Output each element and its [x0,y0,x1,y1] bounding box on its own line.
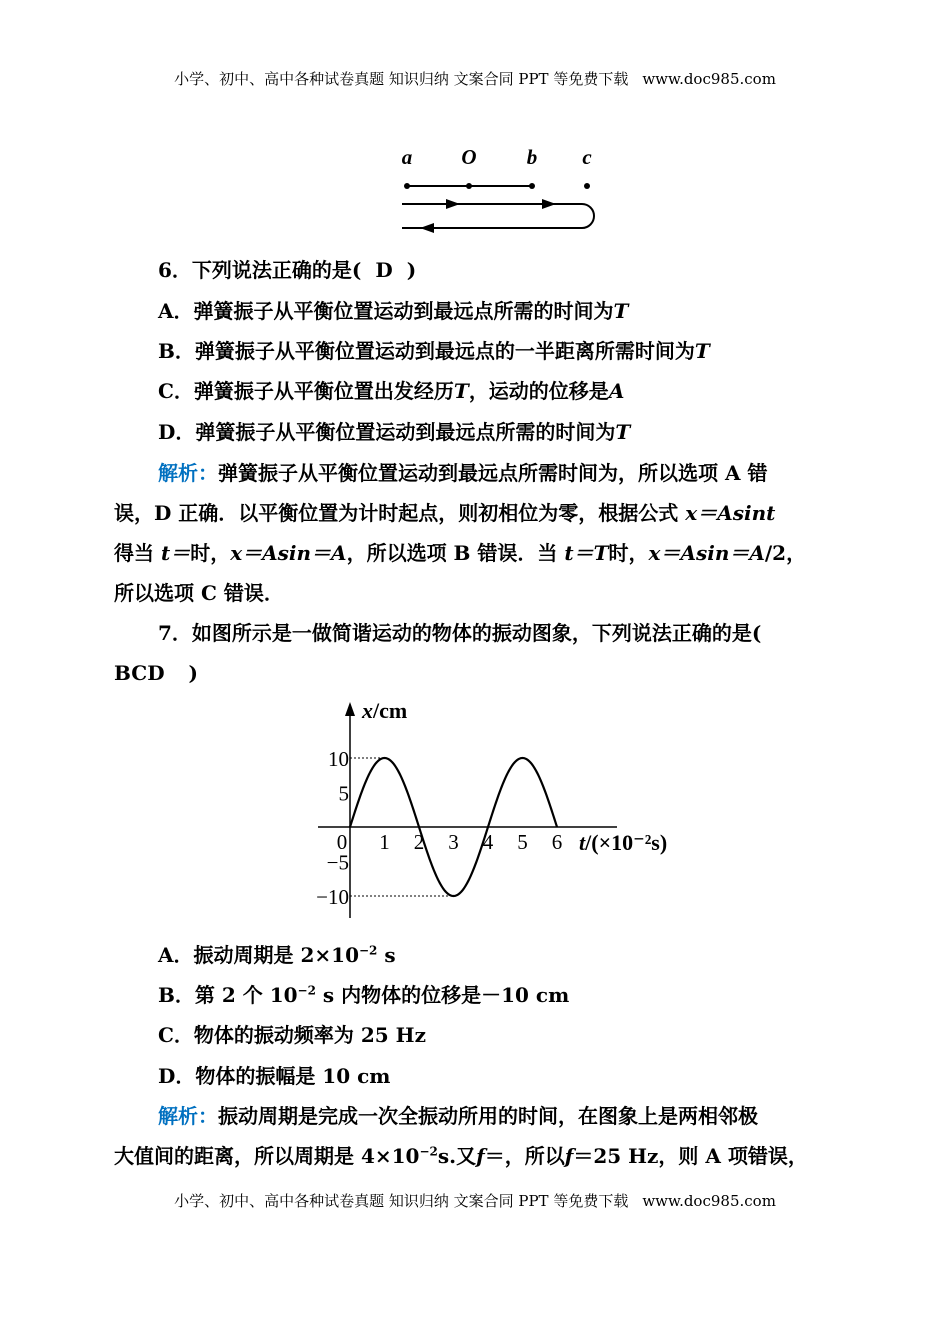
arrow-left [420,223,434,233]
q7-option-b: B．第 2 个 $10^{-2}$ s 内物体的位移是－10 cm [158,983,570,1007]
q7-option-c: C．物体的振动频率为 25 Hz [158,1023,426,1047]
q7-analysis-line-1: 解析：振动周期是完成一次全振动所用的时间，在图象上是两相邻极 [158,1104,758,1128]
page-header-url[interactable]: www.doc985.com [642,70,776,88]
q6-analysis-line-4: 所以选项 C 错误． [114,581,284,605]
y-axis-label: x/cm [362,698,408,723]
page-header [0,68,950,89]
label-O: O [461,145,477,169]
label-a: a [401,145,413,169]
q6-analysis-line-3: 得当 t＝时，x＝Asin＝A，所以选项 B 错误．当 t＝T时，x＝Asin＝A/2， [114,541,807,565]
x-tick-label: 6 [551,830,563,854]
q6-analysis-line-1: 解析：弹簧振子从平衡位置运动到最远点所需时间为，所以选项 A 错 [158,461,768,485]
page-footer-url[interactable]: www.doc985.com [642,1192,776,1210]
y-tick-label: −5 [326,850,349,875]
label-c: c [582,145,592,169]
x-tick-label: 3 [448,830,459,854]
q6-option-a: A．弹簧振子从平衡位置运动到最远点所需的时间为T [158,299,629,323]
label-b: b [526,145,538,169]
q7-answer-line: BCD ) [114,661,199,685]
arrow-right-1 [446,199,460,209]
x-tick-label: 4 [482,830,494,854]
point-b [529,183,535,189]
q7-option-a: A．振动周期是 $2\times 10^{-2}$ s [158,943,396,967]
q6-option-d: D．弹簧振子从平衡位置运动到最远点所需的时间为T [158,420,631,444]
x-tick-label: 1 [379,830,390,854]
q7-option-d: D．物体的振幅是 10 cm [158,1064,391,1088]
q6-analysis-label: 解析： [158,461,218,485]
q6-answer: D [375,258,393,282]
q6-analysis-line-2: 误，D 正确．以平衡位置为计时起点，则初相位为零，根据公式 x＝Asint [114,501,776,525]
x-axis-label: t/(×10⁻²s) [579,830,668,855]
q7-analysis-label: 解析： [158,1104,218,1128]
q6-option-c: C．弹簧振子从平衡位置出发经历T，运动的位移是A [158,379,625,403]
q7-answer: BCD [114,661,165,685]
q6-stem: 6．下列说法正确的是( D ) [158,258,417,282]
y-tick-label: 5 [338,781,349,806]
page-header-text: 小学、初中、高中各种试卷真题 知识归纳 文案合同 PPT 等免费下载 [174,70,629,88]
page-footer-text: 小学、初中、高中各种试卷真题 知识归纳 文案合同 PPT 等免费下载 [174,1192,629,1210]
y-axis-arrow [345,702,355,716]
x-tick-label: 0 [336,830,348,854]
q7-analysis-line-2: 大值间的距离，所以周期是 $4\times 10^{-2}s$.又f＝，所以f＝25 Hz，则 A 项错误， [114,1144,808,1168]
vibration-chart [300,696,700,918]
point-c [584,183,590,189]
point-a [404,183,410,189]
y-tick-label: −10 [316,885,349,909]
x-tick-label: 5 [517,830,528,854]
motion-diagram [390,140,610,236]
page-footer [0,1190,950,1211]
q7-stem: 7．如图所示是一做简谐运动的物体的振动图象，下列说法正确的是( [158,621,762,645]
x-tick-label: 2 [413,830,425,854]
arrow-right-2 [542,199,556,209]
y-tick-label: 10 [328,747,349,771]
q6-option-b: B．弹簧振子从平衡位置运动到最远点的一半距离所需时间为T [158,339,710,363]
point-O [466,183,472,189]
